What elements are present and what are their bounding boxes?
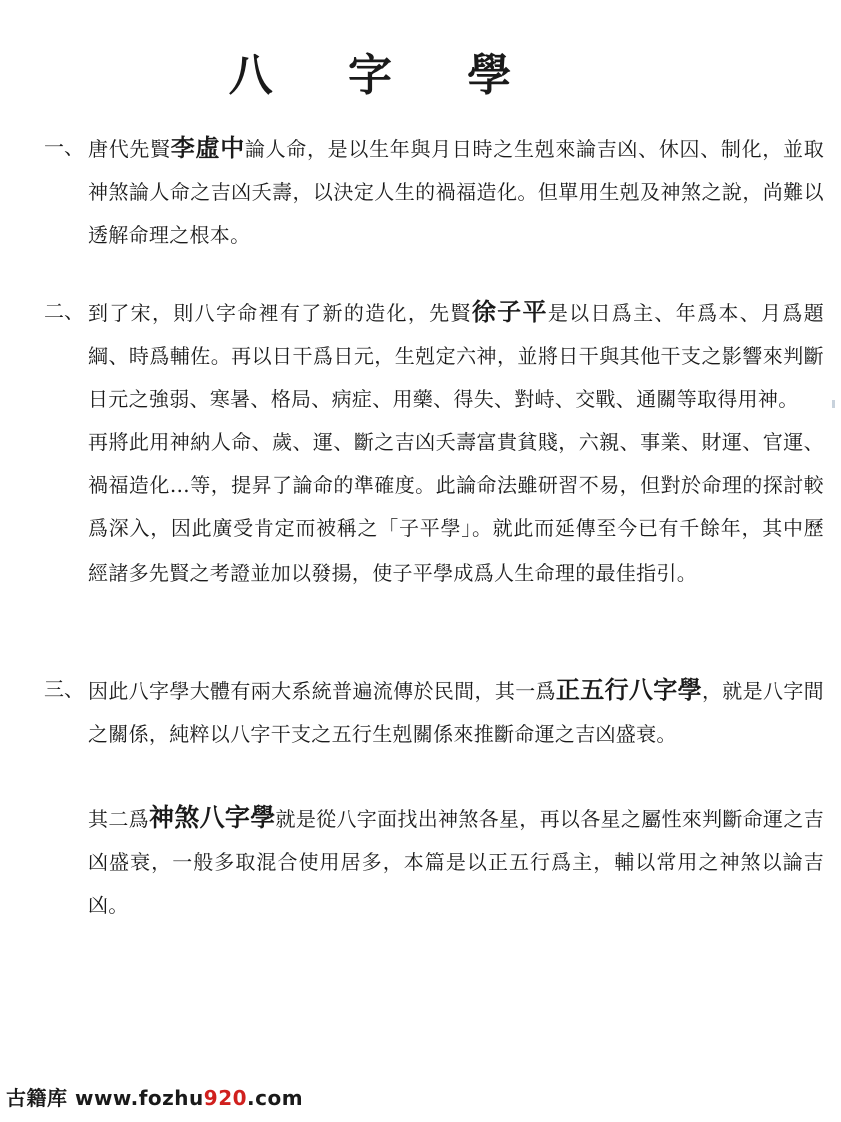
- section-paragraph: [88, 796, 824, 927]
- watermark-site-name: 古籍库: [6, 1086, 68, 1110]
- text-run: 唐代先賢: [88, 137, 171, 161]
- highlighted-term: 正五行八字學: [555, 675, 702, 704]
- section-paragraph: [88, 421, 824, 595]
- section-paragraph: [88, 290, 824, 421]
- section-number: 二、: [44, 299, 84, 323]
- highlighted-term: 神煞八字學: [148, 803, 276, 832]
- section-three: [44, 668, 824, 756]
- section-number: 一、: [44, 135, 84, 159]
- closing-paragraph: [88, 796, 824, 927]
- scan-edge-mark: [832, 400, 835, 408]
- highlighted-name: 徐子平: [471, 297, 548, 326]
- site-watermark: [6, 1082, 303, 1111]
- watermark-url-prefix: www.fozhu: [74, 1086, 204, 1110]
- watermark-url-number: 920: [203, 1086, 248, 1110]
- text-run: 論人命，是以生年與月日時之生剋來論吉凶、休囚、制化，並取神煞論人命之吉凶夭壽，以決定人生的禍福造化。但單用生剋及神煞之說，尚難以透解命理之根本。: [88, 137, 824, 247]
- page-title: 八 字 學: [228, 50, 542, 101]
- section-paragraph: [88, 126, 824, 257]
- section-number: 三、: [44, 677, 84, 701]
- section-paragraph: [88, 668, 824, 756]
- text-run: 其二爲: [88, 807, 149, 831]
- text-run: 是以日爲主、年爲本、月爲題綱、時爲輔佐。再以日干爲日元，生剋定六神，並將日干與其他干支之影響來判斷日元之強弱、寒暑、格局、病症、用藥、得失、對峙、交戰、通關等取得用神。: [88, 301, 824, 411]
- text-run: 就是從八字面找出神煞各星，再以各星之屬性來判斷命運之吉凶盛衰，一般多取混合使用居多，本篇是以正五行爲主，輔以常用之神煞以論吉凶。: [88, 807, 824, 917]
- text-run: 到了宋，則八字命裡有了新的造化，先賢: [88, 301, 472, 325]
- watermark-url-suffix: .com: [247, 1086, 304, 1110]
- text-run: 再將此用神納人命、歲、運、斷之吉凶夭壽富貴貧賤，六親、事業、財運、官運、禍福造化…等，提昇了論命的準確度。此論命法雖研習不易，但對於命理的探討較爲深入，因此廣受肯定而被稱之「子平學」。就此而延傳至今已有千餘年，其中歷經諸多先賢之考證並加以發揚，使子平學成爲人生命理的最佳指引。: [88, 430, 824, 585]
- section-two: [44, 290, 824, 595]
- text-run: ，就是八字間之關係，純粹以八字干支之五行生剋關係來推斷命運之吉凶盛衰。: [88, 679, 824, 746]
- section-one: [44, 126, 824, 257]
- text-run: 因此八字學大體有兩大系統普遍流傳於民間，其一爲: [88, 679, 556, 703]
- highlighted-name: 李虛中: [170, 133, 245, 162]
